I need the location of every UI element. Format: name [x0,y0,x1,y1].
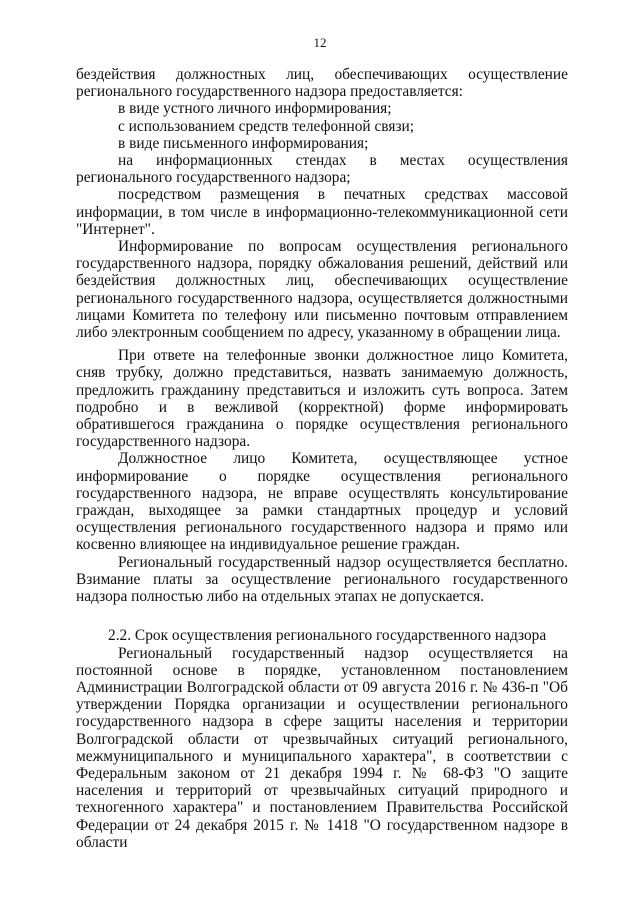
document-body [76,66,568,851]
section-paragraph: Региональный государственный надзор осуществляется на постоянной основе в порядке, установленном постановлением Администрации Волгоградской области от 09 августа 2016 г. № 436-п "Об утверждении Порядка организации и осуществлении регионального государственного надзора в сфере защиты населения и территории Волгоградской области от чрезвычайных ситуаций регионального, межмуниципального и муниципального характера", в соответствии с Федеральным законом от 21 декабря 1994 г. № 68-ФЗ "О защите населения и территорий от чрезвычайных ситуаций природного и техногенного характера" и постановлением Правительства Российской Федерации от 24 декабря 2015 г. № 1418 "О государственном надзоре в области [76,644,568,851]
paragraph: бездействия должностных лиц, обеспечивающих осуществление регионального государственного надзора предоставляется: [76,66,568,101]
list-item: посредством размещения в печатных средствах массовой информации, в том числе в информационно-телекоммуникационной сети "Интернет". [76,186,568,238]
list-item: с использованием средств телефонной связи; [118,117,415,135]
paragraph: Региональный государственный надзор осуществляется бесплатно. Взимание платы за осуществление регионального государственного надзора полностью либо на отдельных этапах не допускается. [76,553,568,606]
paragraph: При ответе на телефонные звонки должностное лицо Комитета, сняв трубку, должно представиться, назвать занимаемую должность, предложить гражданину представиться и изложить суть вопроса. Затем подробно и в вежливой (корректной) форме информировать обратившегося гражданина о порядке осуществления регионального государственного надзора. [76,347,568,451]
page-number: 12 [313,35,327,50]
paragraph: Должностное лицо Комитета, осуществляющее устное информирование о порядке осуществления регионального государственного надзора, не вправе осуществлять консультирование граждан, выходящее за рамки стандартных процедур и условий осуществления регионального государственного надзора и прямо или косвенно влияющее на индивидуальное решение граждан. [76,450,568,554]
list-item: на информационных стендах в местах осуществления регионального государственного надзора; [76,152,568,187]
list-item: в виде письменного информирования; [118,134,369,152]
section-heading: 2.2. Срок осуществления регионального государственного надзора [108,627,547,645]
list-item: в виде устного личного информирования; [118,100,392,118]
paragraph: Информирование по вопросам осуществления регионального государственного надзора, порядку обжалования решений, действий или бездействия должностных лиц, обеспечивающих осуществление регионального государственного надзора, осуществляется должностными лицами Комитета по телефону или письменно почтовым отправлением либо электронным сообщением по адресу, указанному в обращении лица. [76,238,568,342]
